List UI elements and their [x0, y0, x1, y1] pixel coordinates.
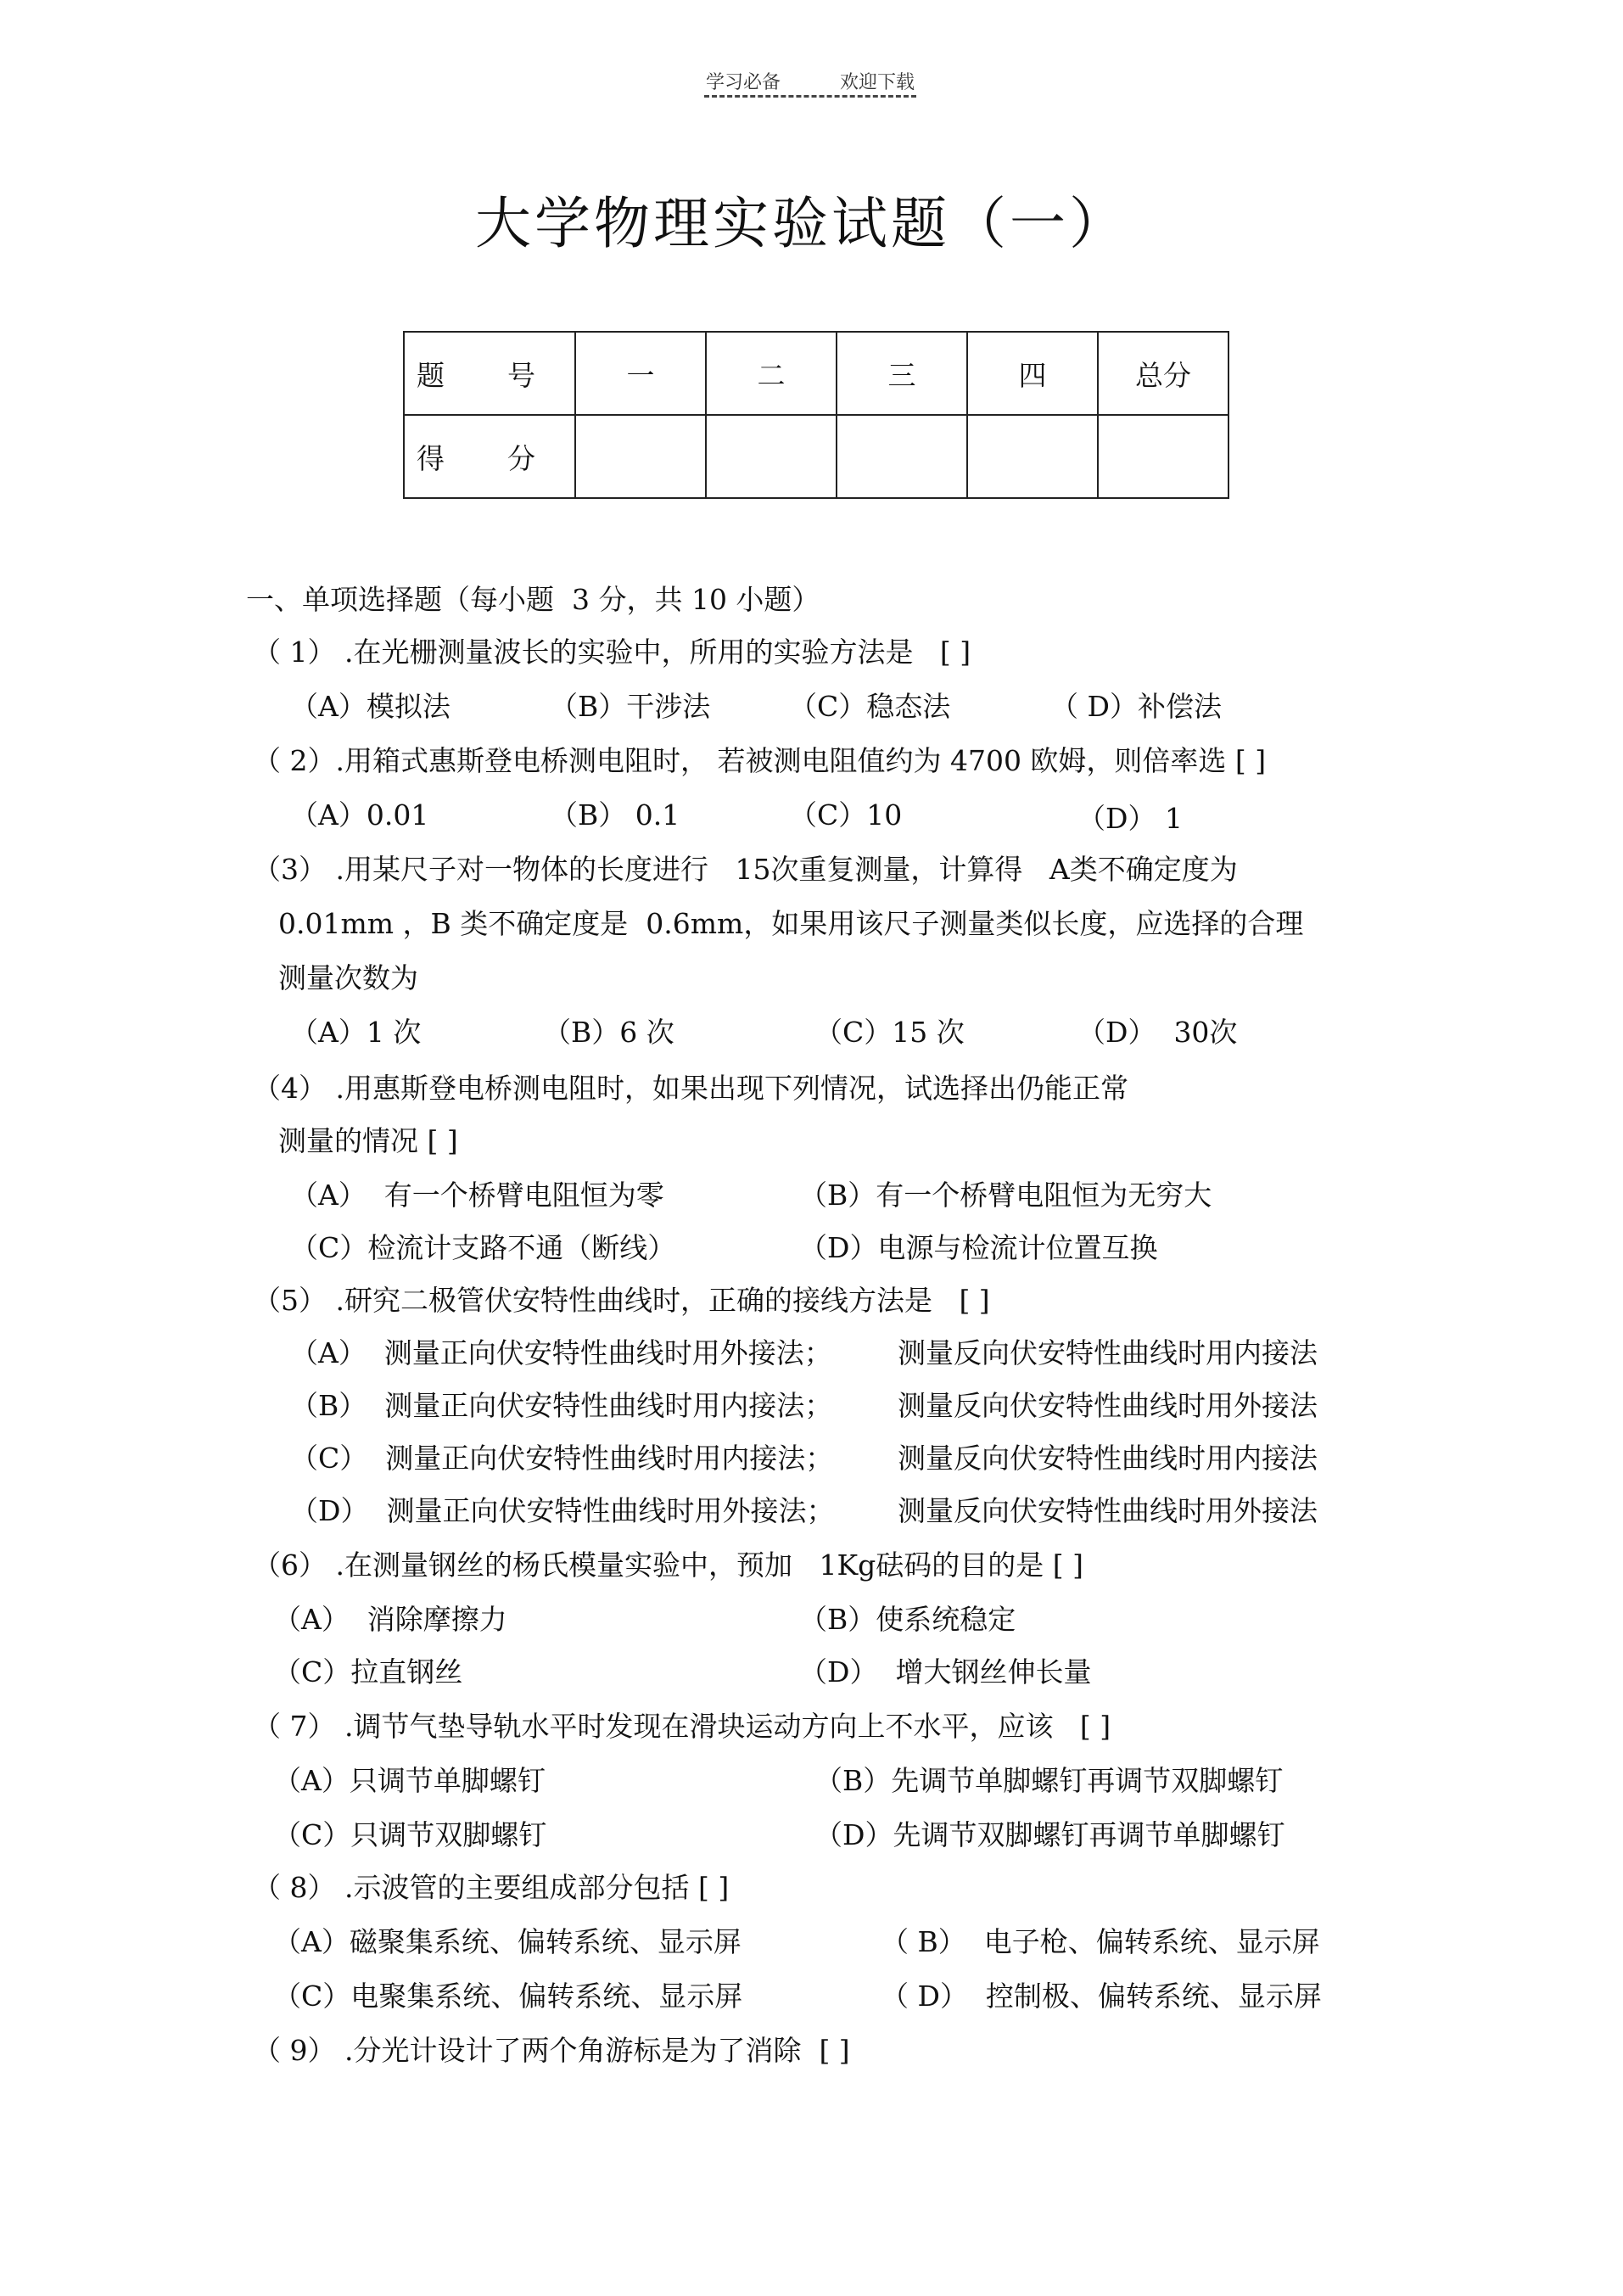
question-5-option-a-left: （A） 测量正向伏安特性曲线时用外接法； [290, 1336, 832, 1369]
question-2-stem: （ 2）.用箱式惠斯登电桥测电阻时， 若被测电阻值约为 4700 欧姆，则倍率选 [ ] [253, 744, 1267, 777]
question-3-stem-line-3: 测量次数为 [278, 961, 418, 994]
question-7-stem: （ 7） .调节气垫导轨水平时发现在滑块运动方向上不水平，应该 [ ] [253, 1710, 1111, 1743]
score-table [403, 331, 1229, 499]
question-5-option-d-left: （D） 测量正向伏安特性曲线时用外接法； [290, 1494, 835, 1527]
score-cell[interactable] [967, 415, 1098, 498]
question-5-option-a-right: 测量反向伏安特性曲线时用内接法 [898, 1336, 1318, 1369]
label-char: 号 [507, 358, 535, 392]
page-title: 大学物理实验试题（一） [475, 191, 1128, 256]
question-5-option-b-left: （B） 测量正向伏安特性曲线时用内接法； [290, 1389, 833, 1422]
question-7-option-d: （D）先调节双脚螺钉再调节单脚螺钉 [814, 1818, 1285, 1851]
question-4-option-b: （B）有一个桥臂电阻恒为无穷大 [799, 1179, 1212, 1212]
question-1-option-d: （ D）补偿法 [1050, 690, 1222, 723]
score-table-column-header: 四 [967, 332, 1098, 415]
score-cell[interactable] [706, 415, 837, 498]
question-1-stem: （ 1） .在光栅测量波长的实验中，所用的实验方法是 [ ] [253, 636, 971, 669]
question-4-stem-line-1: （4） .用惠斯登电桥测电阻时，如果出现下列情况，试选择出仍能正常 [253, 1072, 1128, 1105]
question-3-option-b: （B）6 次 [543, 1016, 674, 1049]
score-table-header-row [404, 332, 1228, 415]
question-3-stem-line-2: 0.01mm ，B 类不确定度是 0.6mm，如果用该尺子测量类似长度，应选择的合理 [278, 907, 1304, 940]
question-4-option-c: （C）检流计支路不通（断线） [290, 1231, 676, 1264]
question-5-option-b-right: 测量反向伏安特性曲线时用外接法 [898, 1389, 1318, 1422]
question-8-option-b: （ B） 电子枪、偏转系统、显示屏 [881, 1925, 1320, 1958]
question-7-option-b: （B）先调节单脚螺钉再调节双脚螺钉 [814, 1764, 1284, 1797]
header-left-text: 学习必备 [706, 72, 781, 93]
question-6-option-c: （C）拉直钢丝 [273, 1655, 463, 1688]
question-5-option-c-right: 测量反向伏安特性曲线时用内接法 [898, 1442, 1318, 1475]
question-6-stem: （6） .在测量钢丝的杨氏模量实验中，预加 1Kg砝码的目的是 [ ] [253, 1548, 1083, 1582]
score-table-label-cell [404, 415, 575, 498]
label-char: 分 [507, 441, 535, 475]
question-6-option-a: （A） 消除摩擦力 [273, 1603, 507, 1636]
question-3-option-c: （C）15 次 [814, 1016, 965, 1049]
question-8-option-c: （C）电聚集系统、偏转系统、显示屏 [273, 1980, 743, 2013]
question-2-option-d: （D） 1 [1077, 802, 1183, 835]
question-4-stem-line-2: 测量的情况 [ ] [278, 1124, 458, 1157]
question-1-option-b: （B）干涉法 [550, 690, 711, 723]
question-7-option-a: （A）只调节单脚螺钉 [273, 1764, 546, 1797]
question-4-option-a: （A） 有一个桥臂电阻恒为零 [290, 1179, 664, 1212]
header-right-text: 欢迎下载 [840, 72, 915, 93]
score-cell[interactable] [1098, 415, 1228, 498]
score-cell[interactable] [837, 415, 967, 498]
question-1-option-c: （C）稳态法 [789, 690, 951, 723]
score-table-label-cell [404, 332, 575, 415]
question-3-option-a: （A）1 次 [290, 1016, 422, 1049]
question-3-option-d: （D） 30次 [1077, 1016, 1238, 1049]
question-5-option-c-left: （C） 测量正向伏安特性曲线时用内接法； [290, 1442, 834, 1475]
question-5-option-d-right: 测量反向伏安特性曲线时用外接法 [898, 1494, 1318, 1527]
question-6-option-b: （B）使系统稳定 [799, 1603, 1016, 1636]
question-6-option-d: （D） 增大钢丝伸长量 [799, 1655, 1092, 1688]
question-4-option-d: （D）电源与检流计位置互换 [799, 1231, 1158, 1264]
score-table-score-row [404, 415, 1228, 498]
question-8-stem: （ 8） .示波管的主要组成部分包括 [ ] [253, 1871, 730, 1904]
score-table-column-header: 总分 [1098, 332, 1228, 415]
question-3-stem-line-1: （3） .用某尺子对一物体的长度进行 15次重复测量，计算得 A类不确定度为 [253, 853, 1238, 886]
question-5-stem: （5） .研究二极管伏安特性曲线时，正确的接线方法是 [ ] [253, 1284, 990, 1317]
question-7-option-c: （C）只调节双脚螺钉 [273, 1818, 547, 1851]
score-table-column-header: 二 [706, 332, 837, 415]
label-char: 题 [417, 358, 445, 392]
score-cell[interactable] [575, 415, 706, 498]
question-2-option-a: （A）0.01 [290, 798, 429, 832]
question-2-option-c: （C）10 [789, 798, 903, 832]
question-9-stem: （ 9） .分光计设计了两个角游标是为了消除 [ ] [253, 2034, 850, 2067]
score-table-column-header: 三 [837, 332, 967, 415]
question-8-option-d: （ D） 控制极、偏转系统、显示屏 [881, 1980, 1322, 2013]
score-table-column-header: 一 [575, 332, 706, 415]
header-dashed-line [704, 95, 916, 98]
label-char: 得 [417, 441, 445, 475]
question-1-option-a: （A）模拟法 [290, 690, 451, 723]
section-heading: 一、单项选择题（每小题 3 分，共 10 小题） [246, 583, 820, 616]
question-2-option-b: （B） 0.1 [550, 798, 680, 832]
question-8-option-a: （A）磁聚集系统、偏转系统、显示屏 [273, 1925, 742, 1958]
